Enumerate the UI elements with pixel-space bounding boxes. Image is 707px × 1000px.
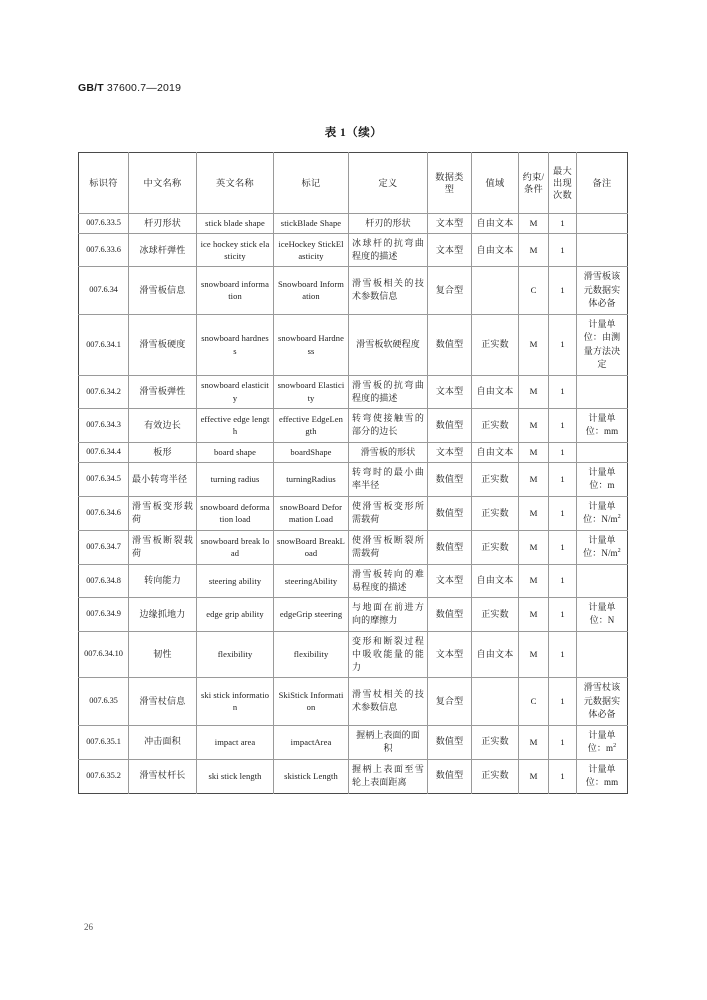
cell-identifier: 007.6.33.6 xyxy=(79,234,129,267)
cell-constraint: M xyxy=(519,442,549,462)
cell-value-range: 自由文本 xyxy=(472,564,519,597)
cell-identifier: 007.6.34.9 xyxy=(79,597,129,631)
cell-tag: snowboard Elasticity xyxy=(274,375,349,408)
cell-chinese-name: 滑雪杖信息 xyxy=(129,678,197,726)
cell-definition: 冰球杆的抗弯曲程度的描述 xyxy=(349,234,428,267)
cell-english-name: snowboard deformation load xyxy=(197,496,274,530)
cell-identifier: 007.6.34.4 xyxy=(79,442,129,462)
cell-chinese-name: 冰球杆弹性 xyxy=(129,234,197,267)
cell-chinese-name: 冲击面积 xyxy=(129,725,197,759)
cell-identifier: 007.6.34 xyxy=(79,267,129,315)
cell-definition: 滑雪杖相关的技术参数信息 xyxy=(349,678,428,726)
cell-definition: 变形和断裂过程中吸收能量的能力 xyxy=(349,631,428,677)
cell-constraint: C xyxy=(519,267,549,315)
cell-max-occurrence: 1 xyxy=(549,214,577,234)
cell-tag: snowboard Hardness xyxy=(274,314,349,375)
cell-data-type: 数值型 xyxy=(428,462,472,496)
table-caption: 表 1（续） xyxy=(324,127,383,139)
cell-value-range: 自由文本 xyxy=(472,214,519,234)
table-row xyxy=(79,442,628,462)
cell-chinese-name: 最小转弯半径 xyxy=(129,462,197,496)
cell-data-type: 文本型 xyxy=(428,375,472,408)
cell-remark xyxy=(577,234,628,267)
cell-max-occurrence: 1 xyxy=(549,267,577,315)
cell-definition: 滑雪板软硬程度 xyxy=(349,314,428,375)
cell-max-occurrence: 1 xyxy=(549,597,577,631)
cell-remark: 计量单位：$N/m^2$ xyxy=(577,496,628,530)
cell-value-range: 自由文本 xyxy=(472,631,519,677)
cell-value-range: 正实数 xyxy=(472,759,519,793)
cell-constraint: M xyxy=(519,462,549,496)
column-header-cond: 约束/条件 xyxy=(519,153,549,214)
cell-max-occurrence: 1 xyxy=(549,442,577,462)
cell-english-name: snowboard information xyxy=(197,267,274,315)
cell-tag: SkiStick Information xyxy=(274,678,349,726)
cell-identifier: 007.6.34.6 xyxy=(79,496,129,530)
cell-tag: Snowboard Information xyxy=(274,267,349,315)
cell-tag: skistick Length xyxy=(274,759,349,793)
cell-remark: 滑雪杖该元数据实体必备 xyxy=(577,678,628,726)
cell-english-name: edge grip ability xyxy=(197,597,274,631)
table-row xyxy=(79,496,628,530)
cell-english-name: snowboard elasticity xyxy=(197,375,274,408)
cell-data-type: 文本型 xyxy=(428,442,472,462)
cell-remark: 计量单位：mm xyxy=(577,759,628,793)
cell-identifier: 007.6.35.1 xyxy=(79,725,129,759)
cell-tag: snowBoard Deformation Load xyxy=(274,496,349,530)
cell-tag: snowBoard BreakLoad xyxy=(274,530,349,564)
cell-value-range xyxy=(472,678,519,726)
cell-remark xyxy=(577,564,628,597)
cell-max-occurrence: 1 xyxy=(549,234,577,267)
cell-max-occurrence: 1 xyxy=(549,564,577,597)
cell-identifier: 007.6.33.5 xyxy=(79,214,129,234)
cell-value-range: 自由文本 xyxy=(472,442,519,462)
cell-constraint: M xyxy=(519,375,549,408)
cell-tag: steeringAbility xyxy=(274,564,349,597)
cell-chinese-name: 边缘抓地力 xyxy=(129,597,197,631)
cell-english-name: ski stick length xyxy=(197,759,274,793)
cell-chinese-name: 滑雪板弹性 xyxy=(129,375,197,408)
cell-tag: iceHockey StickElasticity xyxy=(274,234,349,267)
cell-constraint: M xyxy=(519,214,549,234)
cell-max-occurrence: 1 xyxy=(549,408,577,442)
cell-chinese-name: 滑雪杖杆长 xyxy=(129,759,197,793)
cell-english-name: effective edge length xyxy=(197,408,274,442)
page-number: 26 xyxy=(84,922,93,932)
cell-remark: 计量单位：$m^2$ xyxy=(577,725,628,759)
cell-identifier: 007.6.34.3 xyxy=(79,408,129,442)
cell-constraint: M xyxy=(519,597,549,631)
cell-data-type: 数值型 xyxy=(428,314,472,375)
cell-identifier: 007.6.34.8 xyxy=(79,564,129,597)
cell-english-name: ice hockey stick elasticity xyxy=(197,234,274,267)
cell-english-name: flexibility xyxy=(197,631,274,677)
cell-english-name: impact area xyxy=(197,725,274,759)
cell-tag: impactArea xyxy=(274,725,349,759)
cell-constraint: M xyxy=(519,408,549,442)
cell-tag: boardShape xyxy=(274,442,349,462)
cell-remark: 计量单位：mm xyxy=(577,408,628,442)
cell-data-type: 数值型 xyxy=(428,408,472,442)
cell-constraint: M xyxy=(519,314,549,375)
cell-chinese-name: 韧性 xyxy=(129,631,197,677)
table-row xyxy=(79,631,628,677)
cell-data-type: 数值型 xyxy=(428,725,472,759)
cell-data-type: 文本型 xyxy=(428,234,472,267)
cell-max-occurrence: 1 xyxy=(549,375,577,408)
cell-english-name: steering ability xyxy=(197,564,274,597)
cell-value-range: 正实数 xyxy=(472,496,519,530)
cell-data-type: 复合型 xyxy=(428,267,472,315)
column-header-def: 定义 xyxy=(349,153,428,214)
cell-english-name: ski stick information xyxy=(197,678,274,726)
cell-data-type: 数值型 xyxy=(428,597,472,631)
cell-definition: 滑雪板转向的难易程度的描述 xyxy=(349,564,428,597)
cell-identifier: 007.6.34.10 xyxy=(79,631,129,677)
cell-definition: 杆刃的形状 xyxy=(349,214,428,234)
cell-definition: 滑雪板的抗弯曲程度的描述 xyxy=(349,375,428,408)
cell-remark xyxy=(577,631,628,677)
cell-definition: 使滑雪板变形所需载荷 xyxy=(349,496,428,530)
cell-remark xyxy=(577,375,628,408)
column-header-max: 最大出现次数 xyxy=(549,153,577,214)
cell-constraint: M xyxy=(519,725,549,759)
cell-value-range: 正实数 xyxy=(472,597,519,631)
table-row xyxy=(79,678,628,726)
cell-definition: 与地面在前进方向的摩擦力 xyxy=(349,597,428,631)
standard-number: 37600.7—2019 xyxy=(106,82,182,94)
cell-value-range: 正实数 xyxy=(472,530,519,564)
cell-definition: 滑雪板相关的技术参数信息 xyxy=(349,267,428,315)
cell-identifier: 007.6.34.2 xyxy=(79,375,129,408)
table-row xyxy=(79,725,628,759)
cell-remark: 滑雪板该元数据实体必备 xyxy=(577,267,628,315)
table-row xyxy=(79,408,628,442)
metadata-table xyxy=(78,152,628,794)
cell-max-occurrence: 1 xyxy=(549,530,577,564)
cell-value-range: 正实数 xyxy=(472,408,519,442)
cell-constraint: M xyxy=(519,759,549,793)
cell-english-name: snowboard break load xyxy=(197,530,274,564)
table-row xyxy=(79,597,628,631)
standard-code: GB/T xyxy=(78,82,104,94)
table-row xyxy=(79,267,628,315)
cell-identifier: 007.6.34.7 xyxy=(79,530,129,564)
column-header-type: 数据类型 xyxy=(428,153,472,214)
column-header-cn: 中文名称 xyxy=(129,153,197,214)
cell-remark xyxy=(577,214,628,234)
cell-data-type: 文本型 xyxy=(428,564,472,597)
cell-max-occurrence: 1 xyxy=(549,678,577,726)
cell-value-range xyxy=(472,267,519,315)
cell-chinese-name: 滑雪板信息 xyxy=(129,267,197,315)
metadata-table-body xyxy=(79,214,628,794)
cell-chinese-name: 有效边长 xyxy=(129,408,197,442)
cell-chinese-name: 杆刃形状 xyxy=(129,214,197,234)
cell-chinese-name: 滑雪板断裂载荷 xyxy=(129,530,197,564)
cell-data-type: 数值型 xyxy=(428,530,472,564)
table-row xyxy=(79,214,628,234)
cell-constraint: C xyxy=(519,678,549,726)
cell-tag: turningRadius xyxy=(274,462,349,496)
cell-value-range: 正实数 xyxy=(472,725,519,759)
cell-value-range: 正实数 xyxy=(472,462,519,496)
table-row xyxy=(79,759,628,793)
column-header-en: 英文名称 xyxy=(197,153,274,214)
column-header-range: 值域 xyxy=(472,153,519,214)
cell-english-name: snowboard hardness xyxy=(197,314,274,375)
running-header xyxy=(78,82,181,94)
cell-max-occurrence: 1 xyxy=(549,462,577,496)
cell-english-name: board shape xyxy=(197,442,274,462)
table-row xyxy=(79,530,628,564)
cell-tag: effective EdgeLength xyxy=(274,408,349,442)
cell-definition: 握柄上表面的面积 xyxy=(349,725,428,759)
cell-max-occurrence: 1 xyxy=(549,496,577,530)
cell-max-occurrence: 1 xyxy=(549,725,577,759)
cell-identifier: 007.6.34.5 xyxy=(79,462,129,496)
cell-chinese-name: 滑雪板变形载荷 xyxy=(129,496,197,530)
cell-constraint: M xyxy=(519,631,549,677)
table-row xyxy=(79,314,628,375)
cell-tag: edgeGrip steering xyxy=(274,597,349,631)
metadata-table-wrapper xyxy=(78,152,627,794)
cell-chinese-name: 板形 xyxy=(129,442,197,462)
cell-constraint: M xyxy=(519,496,549,530)
cell-data-type: 数值型 xyxy=(428,496,472,530)
cell-remark: 计量单位：$N/m^2$ xyxy=(577,530,628,564)
cell-definition: 转弯时的最小曲率半径 xyxy=(349,462,428,496)
table-row xyxy=(79,462,628,496)
table-row xyxy=(79,234,628,267)
cell-value-range: 自由文本 xyxy=(472,375,519,408)
cell-english-name: turning radius xyxy=(197,462,274,496)
cell-definition: 滑雪板的形状 xyxy=(349,442,428,462)
cell-value-range: 正实数 xyxy=(472,314,519,375)
cell-max-occurrence: 1 xyxy=(549,631,577,677)
cell-constraint: M xyxy=(519,564,549,597)
table-row xyxy=(79,564,628,597)
column-header-tag: 标记 xyxy=(274,153,349,214)
cell-data-type: 文本型 xyxy=(428,631,472,677)
cell-value-range: 自由文本 xyxy=(472,234,519,267)
cell-identifier: 007.6.35.2 xyxy=(79,759,129,793)
cell-constraint: M xyxy=(519,530,549,564)
cell-remark: 计量单位：N xyxy=(577,597,628,631)
cell-definition: 使滑雪板断裂所需载荷 xyxy=(349,530,428,564)
cell-constraint: M xyxy=(519,234,549,267)
cell-chinese-name: 滑雪板硬度 xyxy=(129,314,197,375)
cell-max-occurrence: 1 xyxy=(549,759,577,793)
column-header-note: 备注 xyxy=(577,153,628,214)
cell-data-type: 数值型 xyxy=(428,759,472,793)
cell-definition: 握柄上表面至雪轮上表面距离 xyxy=(349,759,428,793)
cell-remark: 计量单位：由测量方法决定 xyxy=(577,314,628,375)
cell-max-occurrence: 1 xyxy=(549,314,577,375)
cell-identifier: 007.6.34.1 xyxy=(79,314,129,375)
cell-tag: flexibility xyxy=(274,631,349,677)
table-row xyxy=(79,375,628,408)
cell-data-type: 文本型 xyxy=(428,214,472,234)
cell-definition: 转弯使接触雪的部分的边长 xyxy=(349,408,428,442)
cell-english-name: stick blade shape xyxy=(197,214,274,234)
cell-identifier: 007.6.35 xyxy=(79,678,129,726)
cell-tag: stickBlade Shape xyxy=(274,214,349,234)
cell-data-type: 复合型 xyxy=(428,678,472,726)
cell-chinese-name: 转向能力 xyxy=(129,564,197,597)
cell-remark xyxy=(577,442,628,462)
column-header-id: 标识符 xyxy=(79,153,129,214)
cell-remark: 计量单位：m xyxy=(577,462,628,496)
table-header-row xyxy=(79,153,628,214)
